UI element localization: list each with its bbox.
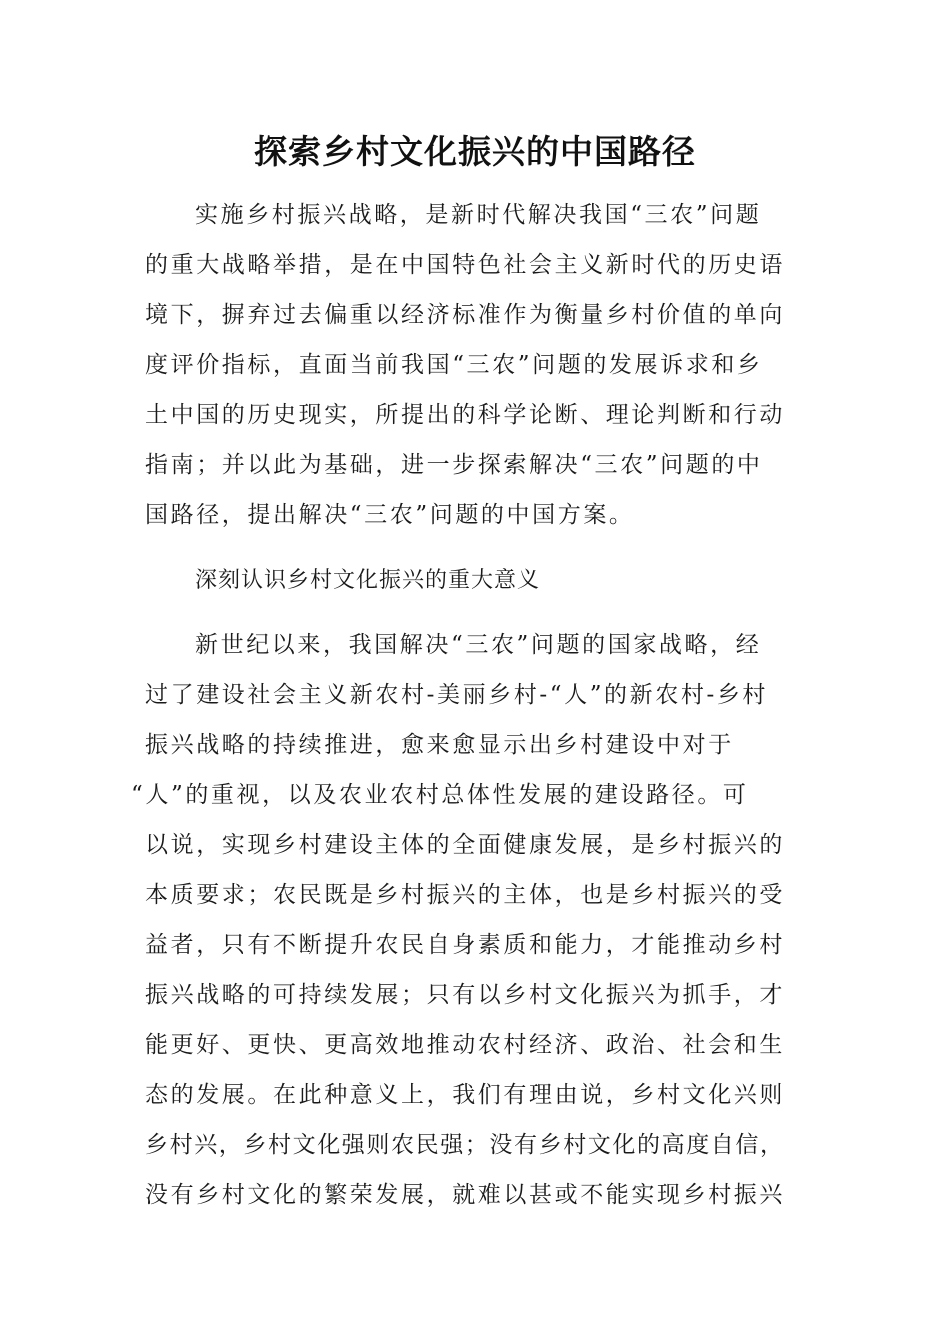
paragraph-2 <box>131 620 800 1220</box>
document-title: 探索乡村文化振兴的中国路径 <box>254 132 696 171</box>
paragraph-line: 态的发展。在此种意义上，我们有理由说，乡村文化兴则 <box>145 1082 785 1108</box>
paragraph-line: 的重大战略举措，是在中国特色社会主义新时代的历史语 <box>145 252 785 278</box>
section-heading: 深刻认识乡村文化振兴的重大意义 <box>195 568 541 593</box>
paragraph-line: 乡村兴，乡村文化强则农民强；没有乡村文化的高度自信， <box>145 1132 785 1158</box>
paragraph-line: 能更好、更快、更高效地推动农村经济、政治、社会和生 <box>145 1032 785 1058</box>
paragraph-line: 境下，摒弃过去偏重以经济标准作为衡量乡村价值的单向 <box>145 302 785 328</box>
paragraph-line: 振兴战略的可持续发展；只有以乡村文化振兴为抓手，才 <box>145 982 785 1008</box>
paragraph-line: 以说，实现乡村建设主体的全面健康发展，是乡村振兴的 <box>145 832 785 858</box>
paragraph-line: 本质要求；农民既是乡村振兴的主体，也是乡村振兴的受 <box>145 882 785 908</box>
paragraph-line: 新世纪以来，我国解决“三农”问题的国家战略，经 <box>195 632 762 658</box>
paragraph-line: 过了建设社会主义新农村-美丽乡村-“人”的新农村-乡村 <box>145 682 769 708</box>
paragraph-line: 国路径，提出解决“三农”问题的中国方案。 <box>145 502 635 528</box>
paragraph-line: 土中国的历史现实，所提出的科学论断、理论判断和行动 <box>145 402 785 428</box>
paragraph-line: 没有乡村文化的繁荣发展，就难以甚或不能实现乡村振兴 <box>145 1182 785 1208</box>
paragraph-line: “人”的重视，以及农业农村总体性发展的建设路径。可 <box>131 782 749 808</box>
paragraph-line: 益者，只有不断提升农民自身素质和能力，才能推动乡村 <box>145 932 785 958</box>
paragraph-line: 振兴战略的持续推进，愈来愈显示出乡村建设中对于 <box>145 732 734 758</box>
paragraph-line: 度评价指标，直面当前我国“三农”问题的发展诉求和乡 <box>145 352 763 378</box>
paragraph-1 <box>145 190 800 540</box>
paragraph-line: 实施乡村振兴战略，是新时代解决我国“三农”问题 <box>195 202 762 228</box>
paragraph-line: 指南；并以此为基础，进一步探索解决“三农”问题的中 <box>145 452 763 478</box>
